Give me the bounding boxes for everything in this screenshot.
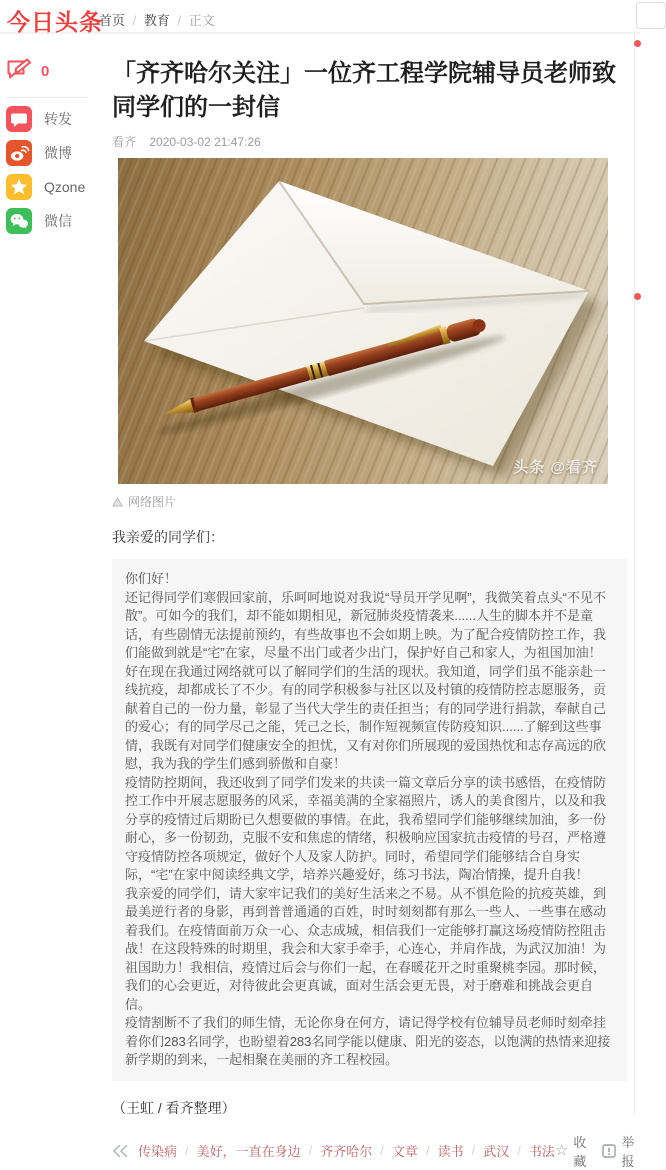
letter-paragraph: 疫情割断不了我们的师生情，无论你身在何方，请记得学校有位辅导员老师时刻牵挂着你们283名同学，也盼望着283名同学能以健康、阳光的姿态，以饱满的热情来迎接新学期的到来，一起相聚在美丽的齐工程校园。 [125, 1015, 611, 1067]
tag-link[interactable]: 齐齐哈尔 [320, 1144, 373, 1159]
letter-salutation: 我亲爱的同学们： [112, 529, 224, 545]
image-source-icon [112, 497, 123, 507]
editor-credit: （王虹 / 看齐整理） [112, 1099, 236, 1116]
floating-widget-cutoff [634, 293, 641, 300]
letter-paragraph: 还记得同学们寒假回家前，乐呵呵地说对我说“导员开学见啊”，我微笑着点头“不见不散”。可如今的我们，却不能如期相见，新冠肺炎疫情袭来......人生的脚本并不是童话，有些剧情无法提前预约，有些故事也不会如期上映。为了配合疫情防控工作，我们能做到就是“宅”在家，尽量不出门或者少出门，保护好自己和家人，为祖国加油！ [125, 589, 607, 660]
tag-link[interactable]: 读书 [437, 1144, 464, 1159]
letter-paragraph: 我亲爱的同学们，请大家牢记我们的美好生活来之不易。从不惧危险的抗疫英雄，到最美逆行者的身影，再到普普通通的百姓，时时刻刻都有那么一些人、一些事在感动着我们。在疫情面前万众一心、众志成城，相信我们一定能够打赢这场疫情防控阻击战！在这段特殊的时期里，我会和大家手牵手，心连心，并肩作战，为武汉加油！为祖国助力！我相信，疫情过后会与你们一起，在春暖花开之时重聚桃李园。那时候，我们的心会更近，对待彼此会更真诚，面对生活会更无畏，对于磨难和挑战会更自信。 [125, 885, 607, 1012]
wechat-icon [6, 208, 32, 234]
footer-actions [555, 1132, 634, 1170]
breadcrumb-separator: / [132, 13, 137, 28]
favorite-button[interactable] [555, 1132, 586, 1170]
share-item-label: 转发 [44, 111, 72, 127]
tag-separator: / [425, 1143, 430, 1158]
tag-bar [112, 1141, 555, 1160]
report-button[interactable] [602, 1132, 634, 1170]
tag-list [138, 1141, 555, 1160]
letter-paragraph: 你们好！ [125, 571, 178, 586]
tag-link[interactable]: 传染病 [138, 1144, 178, 1159]
write-comment-icon [6, 57, 32, 86]
letter-paragraph: 疫情防控期间，我还收到了同学们发来的共读一篇文章后分享的读书感悟，在疫情防控工作中开展志愿服务的风采，幸福美满的全家福照片，诱人的美食图片，以及和我分享的疫情过后期盼已久想要做的事情。在此，我希望同学们能够继续加油，多一份耐心，多一份韧劲，克服不安和焦虑的情绪，积极响应国家抗击疫情的号召，严格遵守疫情防控各项规定，做好个人及家人防护。同时，希望同学们能够结合自身实际，“宅”在家中阅读经典文学，培养兴趣爱好，练习书法，陶冶情操，提升自我！ [125, 774, 607, 882]
star-icon [6, 174, 32, 200]
envelope-pen-illustration [118, 158, 608, 484]
tag-separator: / [517, 1143, 521, 1158]
article-image [118, 158, 608, 484]
share-item-qzone[interactable] [6, 174, 98, 200]
tag-link[interactable]: 书法 [528, 1144, 555, 1159]
search-box-cutoff[interactable] [636, 2, 666, 29]
tag-separator: / [380, 1143, 384, 1158]
site-header [0, 0, 640, 34]
tag-link[interactable]: 文章 [391, 1144, 418, 1159]
share-sidebar [6, 58, 98, 234]
share-item-label: 微博 [44, 145, 72, 161]
image-caption [112, 493, 627, 510]
article-source[interactable]: 看齐 [112, 135, 137, 149]
letter-body [112, 559, 627, 1081]
weibo-icon [6, 140, 32, 166]
article-footer [112, 1132, 635, 1170]
report-label: 举报 [621, 1134, 635, 1169]
tag-separator: / [471, 1143, 476, 1158]
image-watermark: 头条 @看齐 [513, 459, 598, 476]
chat-bubble-icon [6, 106, 32, 132]
article-title: 「齐齐哈尔关注」一位齐工程学院辅导员老师致同学们的一封信 [112, 60, 616, 121]
article-main [112, 34, 635, 1170]
comment-count: 0 [41, 62, 50, 80]
tag-separator: / [308, 1143, 313, 1158]
letter-paragraph: 好在现在我通过网络就可以了解同学们的生活的现状。我知道，同学们虽不能亲赴一线抗疫，却都成长了不少。有的同学积极参与社区以及村镇的疫情防控志愿服务，贡献着自己的一份力量，彰显了当代大学生的责任担当；有的同学进行捐款，奉献自己的爱心；有的同学尽己之能，凭己之长，制作短视频宣传防疫知识......了解到这些事情，我既有对同学们健康安全的担忧，又有对你们所展现的爱国热忱和志存高远的欣慰，我为我的学生们感到骄傲和自豪！ [125, 663, 607, 771]
tags-icon [112, 1144, 129, 1158]
star-icon: ☆ [554, 1142, 569, 1159]
image-caption-text: 网络图片 [128, 495, 177, 509]
breadcrumb-home[interactable]: 首页 [99, 13, 126, 28]
breadcrumb-education[interactable]: 教育 [143, 13, 170, 28]
favorite-label: 收藏 [573, 1134, 587, 1169]
share-item-weibo[interactable] [6, 140, 98, 166]
report-icon [602, 1144, 616, 1158]
byline [112, 133, 627, 150]
write-comment-button[interactable] [6, 58, 98, 84]
content-right-divider [634, 34, 635, 1115]
tag-link[interactable]: 美好，一直在身边 [196, 1144, 301, 1159]
tag-link[interactable]: 武汉 [483, 1144, 510, 1159]
share-item-wechat[interactable] [6, 208, 98, 234]
breadcrumb-current: 正文 [188, 13, 215, 28]
breadcrumb-separator: / [177, 13, 182, 28]
publish-time: 2020-03-02 21:47:26 [149, 135, 261, 149]
floating-widget-cutoff [634, 40, 641, 47]
breadcrumb [99, 10, 215, 29]
tag-separator: / [185, 1143, 189, 1158]
share-item-label: 微信 [44, 213, 72, 229]
toutiao-logo[interactable]: 今日头条 [7, 9, 103, 35]
sidebar-divider [6, 97, 88, 98]
share-item-forward[interactable] [6, 106, 98, 132]
share-item-label: Qzone [44, 179, 86, 195]
